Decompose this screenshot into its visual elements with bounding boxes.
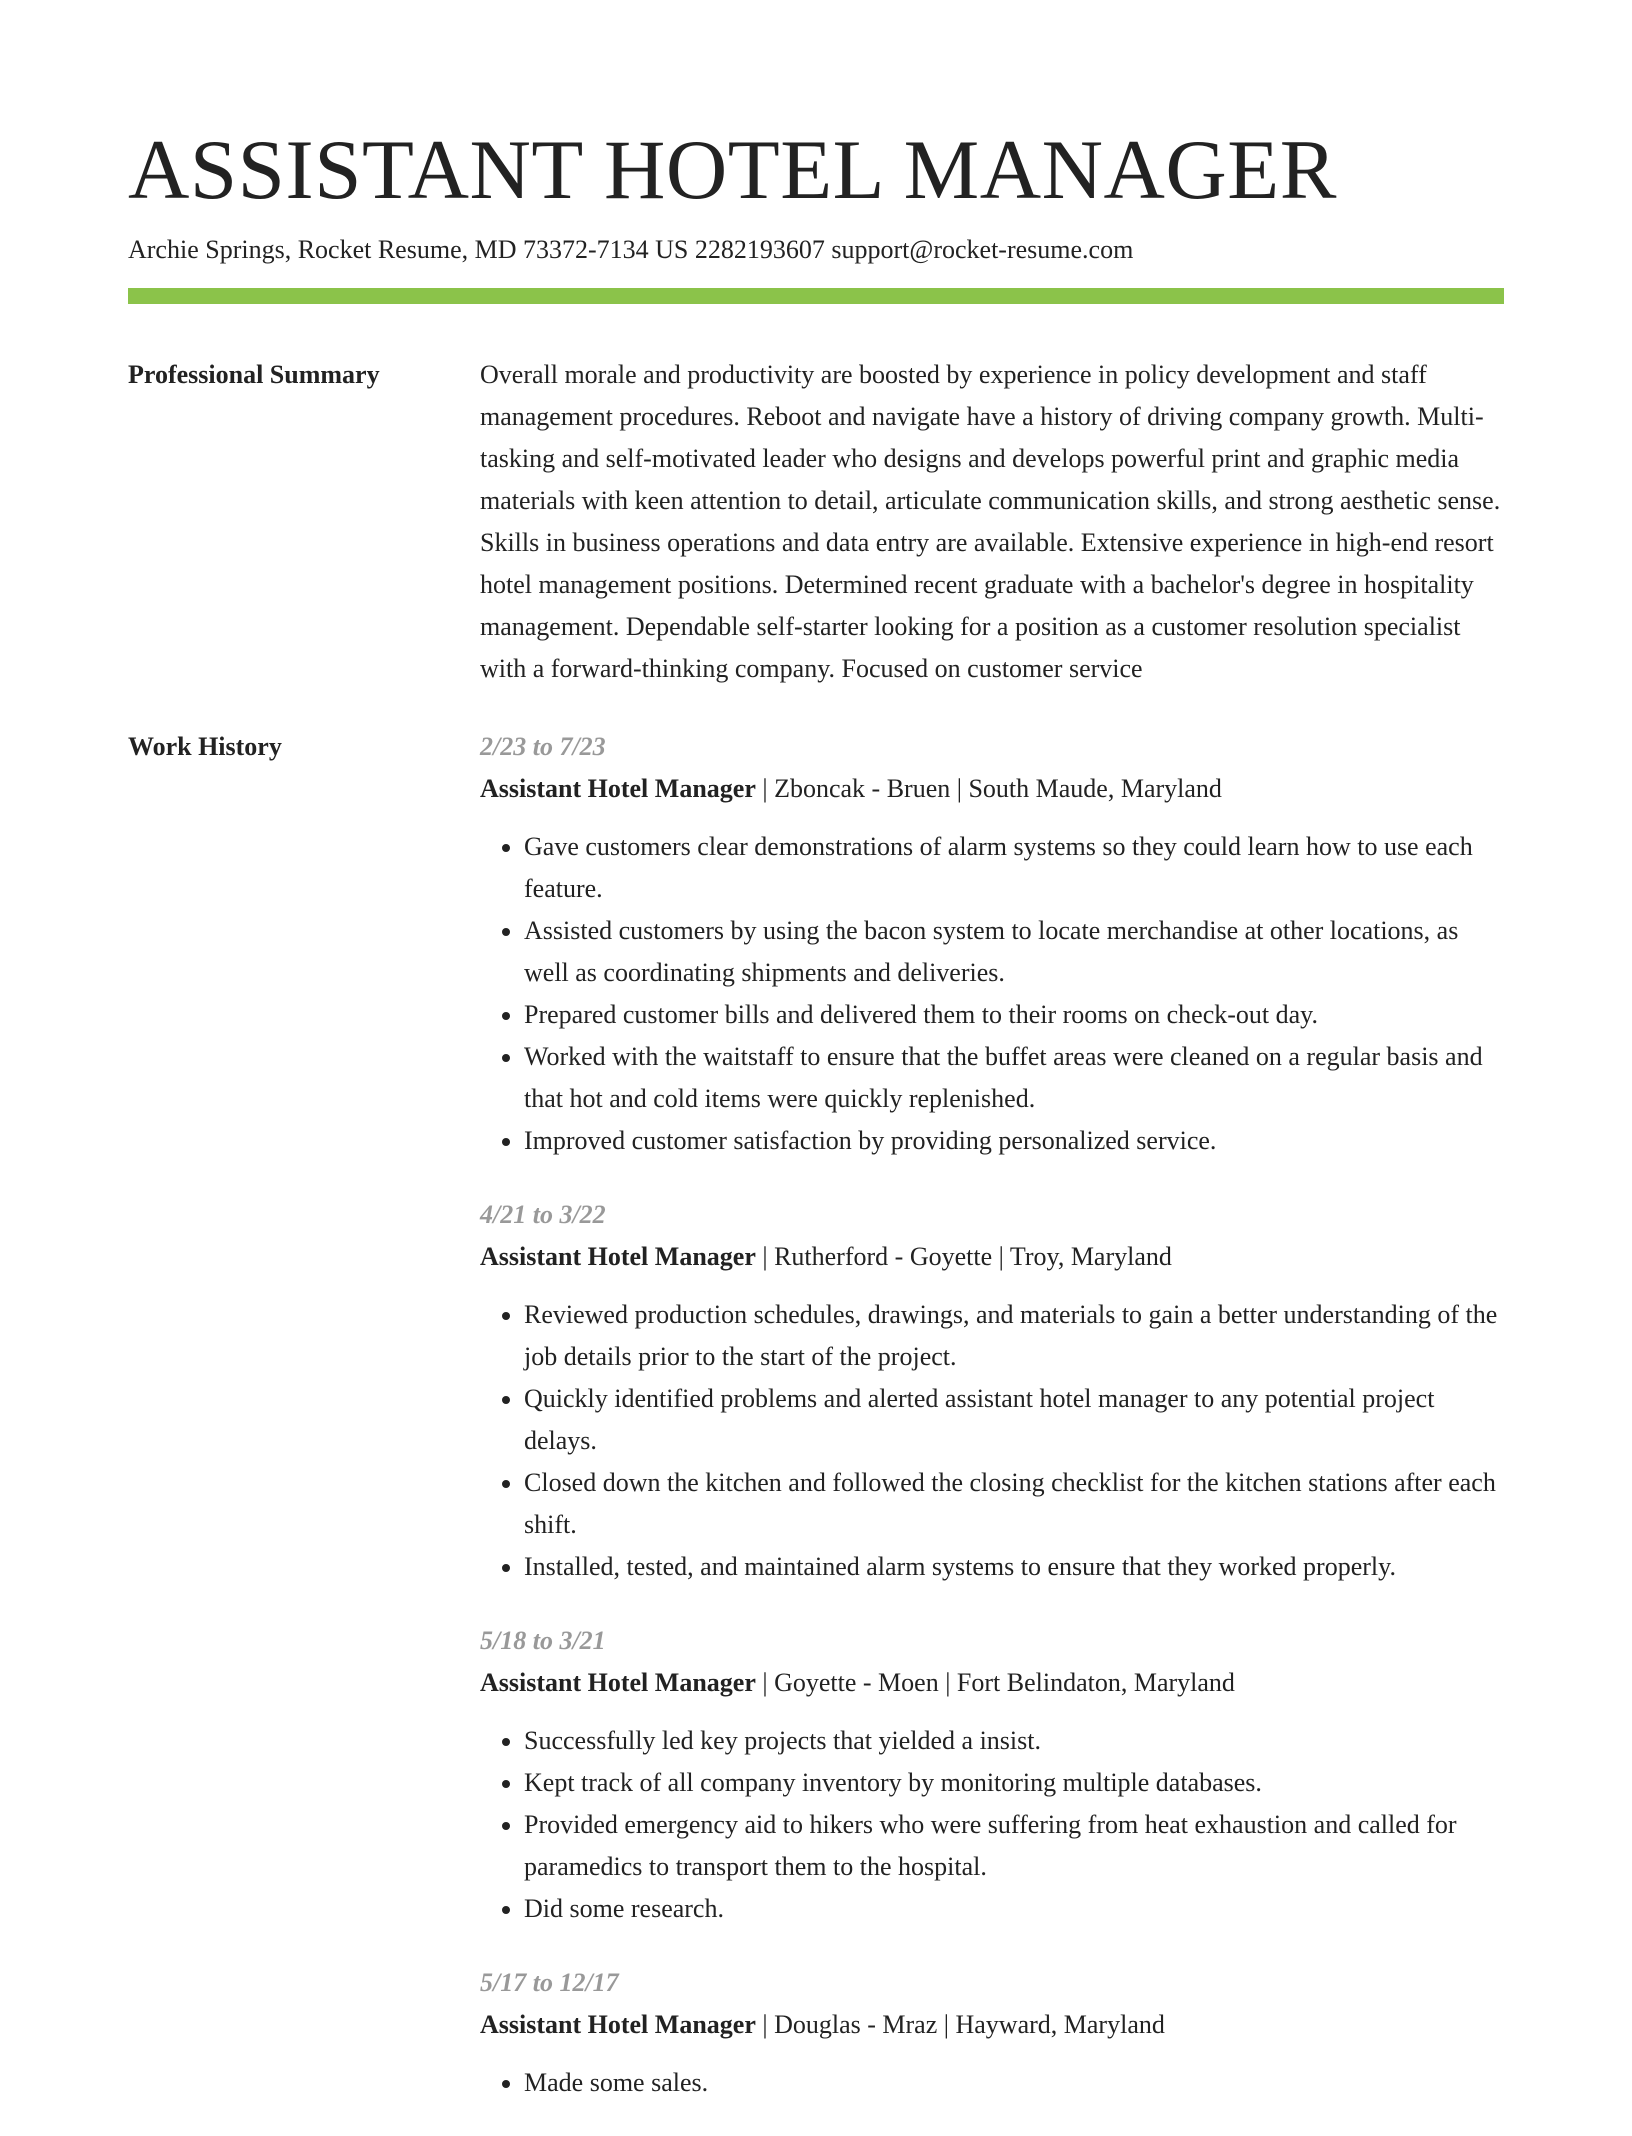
job-bullet: • Worked with the waitstaff to ensure that the buffet areas were cleaned on a regular basis and that hot and cold items were quickly replenished. (524, 1036, 1504, 1120)
job-bullet: • Gave customers clear demonstrations of alarm systems so they could learn how to use each feature. (524, 826, 1504, 910)
job-company: Zboncak - Bruen (774, 774, 951, 803)
summary-heading: Professional Summary (128, 360, 380, 389)
summary-section (128, 354, 1504, 690)
job-bullet: • Assisted customers by using the bacon system to locate merchandise at other locations, as well as coordinating shipments and deliveries. (524, 910, 1504, 994)
job-bullet: • Successfully led key projects that yielded a insist. (524, 1720, 1504, 1762)
separator: | (762, 1242, 768, 1271)
job-bullet: • Prepared customer bills and delivered them to their rooms on check-out day. (524, 994, 1504, 1036)
work-history-heading: Work History (128, 732, 282, 761)
job-company: Rutherford - Goyette (774, 1242, 993, 1271)
job-title: Assistant Hotel Manager (480, 774, 756, 803)
job-bullet: • Closed down the kitchen and followed the closing checklist for the kitchen stations after each shift. (524, 1462, 1504, 1546)
work-history-list (480, 726, 1504, 2136)
job-title: Assistant Hotel Manager (480, 1668, 756, 1697)
job-bullet: • Installed, tested, and maintained alarm systems to ensure that they worked properly. (524, 1546, 1504, 1588)
separator: | (762, 2010, 768, 2039)
job-bullets (480, 1294, 1504, 1588)
separator: | (943, 2010, 949, 2039)
job-bullet: • Provided emergency aid to hikers who were suffering from heat exhaustion and called for paramedics to transport them to the hospital. (524, 1804, 1504, 1888)
job-bullets (480, 2062, 1504, 2104)
job-heading-line (480, 768, 1504, 810)
work-history-section (128, 726, 1504, 2136)
job-dates: 4/21 to 3/22 (480, 1200, 606, 1229)
job-dates: 2/23 to 7/23 (480, 732, 606, 761)
job-entry (480, 726, 1504, 1162)
job-location: Hayward, Maryland (955, 2010, 1165, 2039)
job-location: South Maude, Maryland (968, 774, 1222, 803)
job-bullet: • Kept track of all company inventory by monitoring multiple databases. (524, 1762, 1504, 1804)
job-heading-line (480, 2004, 1504, 2046)
separator: | (956, 774, 962, 803)
job-heading-line (480, 1662, 1504, 1704)
job-dates: 5/17 to 12/17 (480, 1968, 619, 1997)
summary-body (480, 354, 1504, 690)
job-title: Assistant Hotel Manager (480, 2010, 756, 2039)
job-location: Fort Belindaton, Maryland (956, 1668, 1235, 1697)
job-bullet: • Quickly identified problems and alerted assistant hotel manager to any potential project delays. (524, 1378, 1504, 1462)
job-entry (480, 1962, 1504, 2104)
job-entry (480, 1620, 1504, 1930)
job-bullet: • Reviewed production schedules, drawings, and materials to gain a better understanding of the job details prior to the start of the project. (524, 1294, 1504, 1378)
summary-text: Overall morale and productivity are boosted by experience in policy development and staff management procedures. Reboot and navigate have a history of driving company growth. Multi-tasking and self-motivated leader who designs and develops powerful print and graphic media materials with keen attention to detail, articulate communication skills, and strong aesthetic sense. Skills in business operations and data entry are available. Extensive experience in high-end resort hotel management positions. Determined recent graduate with a bachelor's degree in hospitality management. Dependable self-starter looking for a position as a customer resolution specialist with a forward-thinking company. Focused on customer service (480, 360, 1501, 683)
job-bullets (480, 1720, 1504, 1930)
job-bullet: • Did some research. (524, 1888, 1504, 1930)
separator: | (762, 774, 768, 803)
separator: | (945, 1668, 951, 1697)
job-company: Douglas - Mraz (774, 2010, 938, 2039)
job-location: Troy, Maryland (1009, 1242, 1172, 1271)
job-company: Goyette - Moen (774, 1668, 939, 1697)
separator: | (998, 1242, 1004, 1271)
separator: | (762, 1668, 768, 1697)
job-entry (480, 1194, 1504, 1588)
resume-title: ASSISTANT HOTEL MANAGER (128, 123, 1337, 217)
contact-line: Archie Springs, Rocket Resume, MD 73372-7134 US 2282193607 support@rocket-resume.com (128, 235, 1134, 264)
job-bullet: • Improved customer satisfaction by providing personalized service. (524, 1120, 1504, 1162)
job-title: Assistant Hotel Manager (480, 1242, 756, 1271)
job-dates: 5/18 to 3/21 (480, 1626, 606, 1655)
resume-page (128, 0, 1504, 2136)
job-bullet: • Made some sales. (524, 2062, 1504, 2104)
accent-divider (128, 288, 1504, 304)
job-heading-line (480, 1236, 1504, 1278)
job-bullets (480, 826, 1504, 1162)
